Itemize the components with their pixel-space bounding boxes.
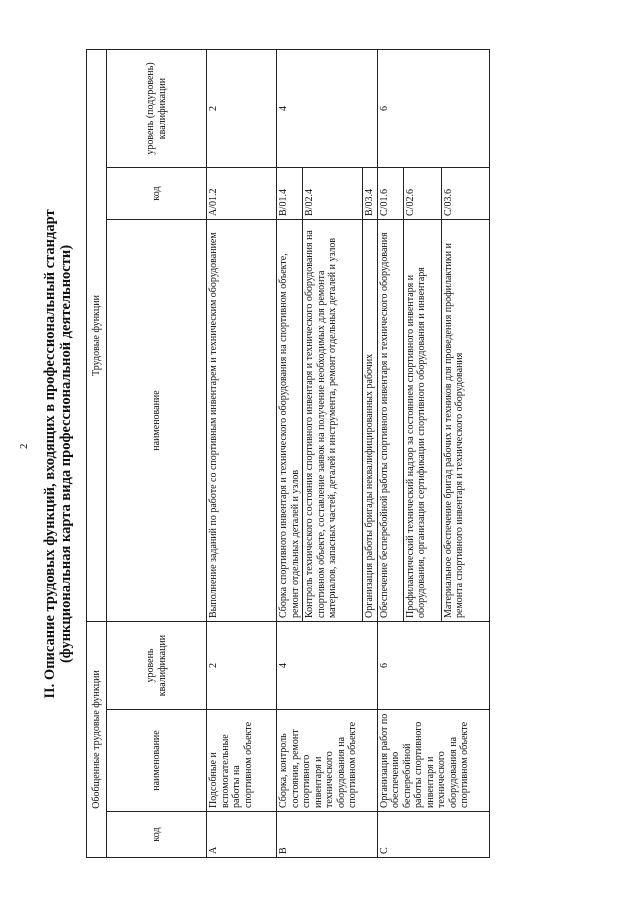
functional-map-table [86,49,490,858]
group-code: B [277,812,378,858]
function-code: B/01.4 [277,168,303,220]
table-row [277,50,303,858]
title-line-1: II. Описание трудовых функций, входящих в профессиональный стандарт [42,209,58,699]
function-name: Материальное обеспечение бригад рабочих и техников для проведения профилактики и ремонта спортивного инвентаря и технического оборудования [441,220,489,622]
function-name: Контроль технического состояния спортивного инвентаря и технического оборудования на спортивном объекте, составление заявок на получение необходимых для ремонта материалов, запасных частей, деталей и инструмента, ремонт отдельных деталей и узлов [303,220,363,622]
header-code: код [107,812,207,858]
section-title [38,50,86,858]
function-name: Обеспечение бесперебойной работы спортивного инвентаря и технического оборудования [377,220,403,622]
group-level: 4 [277,622,378,710]
header-function-name: наименование [107,220,207,622]
function-name: Сборка спортивного инвентаря и технического оборудования на спортивном объекте, ремонт отдельных деталей и узлов [277,220,303,622]
title-line-2: (функциональная карта вида профессиональной деятельности) [58,244,74,664]
header-generalized: Обобщенные трудовые функции [87,622,107,858]
function-name: Организация работы бригады неквалифицированных рабочих [363,220,378,622]
function-code: C/01.6 [377,168,403,220]
rotated-page-content [38,50,608,858]
header-functions: Трудовые функции [87,50,107,622]
group-name: Сборка, контроль состояния, ремонт спортивного инвентаря и технического оборудования на спортивном объекте [277,710,378,812]
function-level: 2 [207,50,277,168]
group-level: 2 [207,622,277,710]
function-code: B/03.4 [363,168,378,220]
function-name: Профилактический технический надзор за состоянием спортивного инвентаря и оборудования, организация сертификации спортивного оборудования и инвентаря [403,220,441,622]
header-function-code: код [107,168,207,220]
header-level: уровень квалификации [107,622,207,710]
table-row [207,50,277,858]
function-level: 6 [377,50,489,168]
group-code: C [377,812,489,858]
function-name: Выполнение заданий по работе со спортивным инвентарем и техническим оборудованием [207,220,277,622]
function-code: A/01.2 [207,168,277,220]
table-row [377,50,403,858]
function-code: C/02.6 [403,168,441,220]
header-name: наименование [107,710,207,812]
group-name: Подсобные и вспомогательные работы на спортивном объекте [207,710,277,812]
page-number: 2 [18,443,30,449]
function-code: C/03.6 [441,168,489,220]
group-name: Организация работ по обеспечению бесперебойной работы спортивного инвентаря и технического оборудования на спортивном объекте [377,710,489,812]
group-code: A [207,812,277,858]
header-sublevel: уровень (подуровень) квалификации [107,50,207,168]
function-level: 4 [277,50,378,168]
group-level: 6 [377,622,489,710]
function-code: B/02.4 [303,168,363,220]
